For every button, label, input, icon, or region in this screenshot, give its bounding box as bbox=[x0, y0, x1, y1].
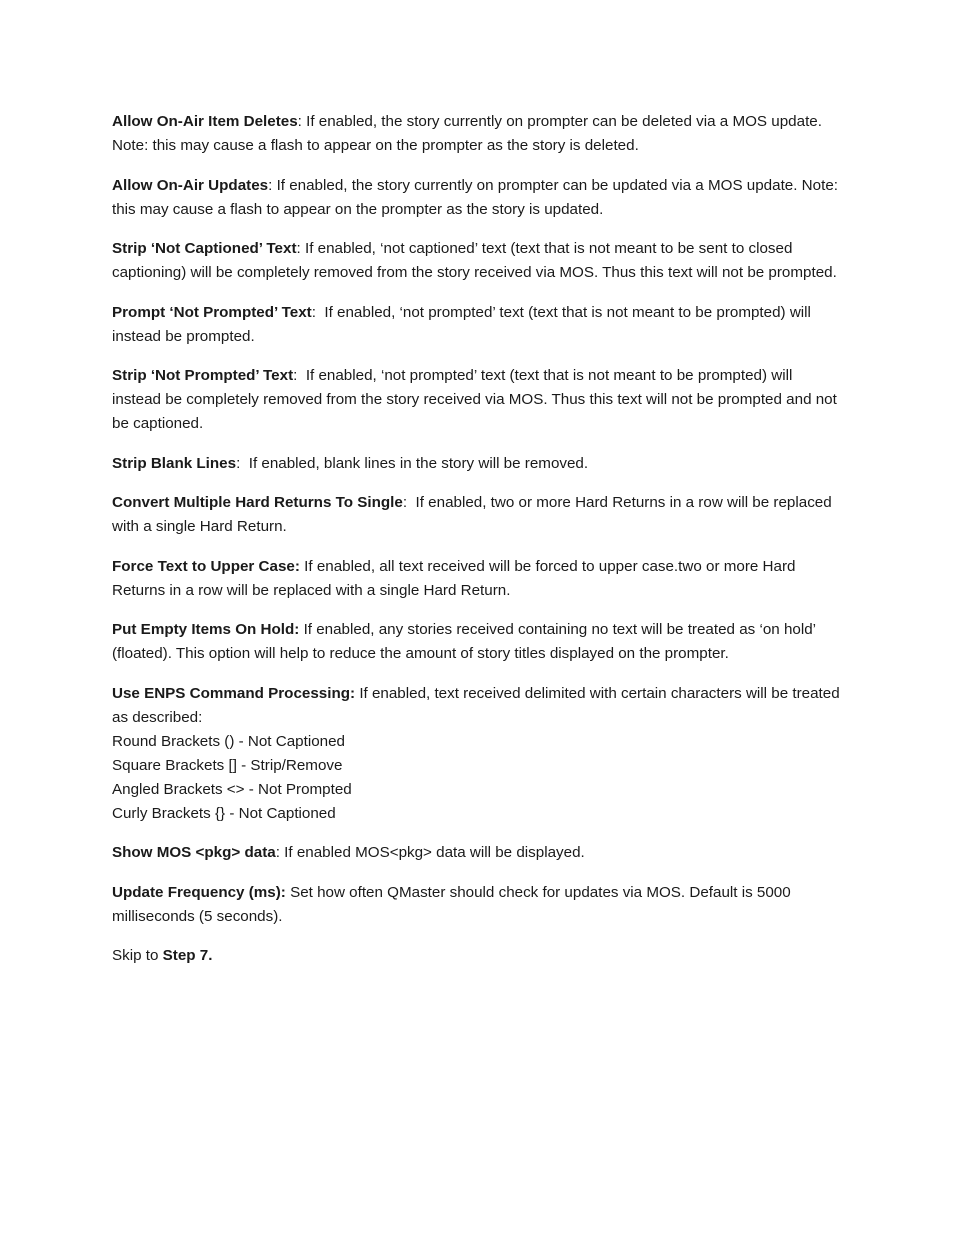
separator: : bbox=[293, 367, 306, 384]
description: If enabled, ‘not prompted’ text (text that is not meant to be prompted) will instead be completely removed from the story received via MOS. Thus this text will not be prompted and not be captioned. bbox=[112, 367, 837, 432]
term: Allow On-Air Updates bbox=[112, 176, 269, 194]
term: Strip ‘Not Captioned’ Text bbox=[112, 240, 297, 257]
paragraph-strip-not-prompted-text bbox=[112, 364, 842, 436]
enps-item-curly-brackets: Curly Brackets {} - Not Captioned bbox=[112, 804, 336, 822]
separator: : bbox=[268, 176, 277, 194]
paragraph-skip-to-step bbox=[112, 944, 842, 968]
term: Show MOS <pkg> data bbox=[112, 844, 276, 861]
term: Prompt ‘Not Prompted’ Text bbox=[112, 303, 312, 321]
paragraph-strip-blank-lines bbox=[112, 452, 842, 476]
enps-item-angled-brackets: Angled Brackets <> - Not Prompted bbox=[112, 780, 352, 798]
paragraph-allow-on-air-item-deletes bbox=[112, 110, 842, 158]
description: If enabled, ‘not captioned’ text (text that is not meant to be sent to closed captioning) will be completely removed from the story received via MOS. Thus this text will not be prompted. bbox=[112, 240, 837, 281]
enps-item-square-brackets: Square Brackets [] - Strip/Remove bbox=[112, 756, 343, 774]
enps-item-round-brackets: Round Brackets () - Not Captioned bbox=[112, 732, 345, 750]
paragraph-allow-on-air-updates bbox=[112, 174, 842, 222]
description: If enabled, text received delimited with certain characters will be treated as described: bbox=[112, 684, 840, 726]
term: Use ENPS Command Processing: bbox=[112, 684, 356, 702]
description: If enabled, the story currently on prompter can be updated via a MOS update. Note: this may cause a flash to appear on the prompter as the story is updated. bbox=[112, 176, 838, 218]
term: Put Empty Items On Hold: bbox=[112, 621, 300, 638]
paragraph-put-empty-items-on-hold bbox=[112, 618, 842, 666]
separator: : bbox=[402, 494, 416, 511]
paragraph-prompt-not-prompted-text bbox=[112, 301, 842, 349]
term: Strip Blank Lines bbox=[112, 454, 237, 472]
paragraph-enps-command-processing bbox=[112, 682, 842, 826]
paragraph-strip-not-captioned-text bbox=[112, 237, 842, 285]
description: If enabled, blank lines in the story will be removed. bbox=[248, 454, 589, 472]
separator: : bbox=[311, 303, 325, 321]
paragraph-convert-hard-returns bbox=[112, 491, 842, 539]
description: If enabled, any stories received containing no text will be treated as ‘on hold’ (floated). This option will help to reduce the amount of story titles displayed on the prompter. bbox=[112, 621, 816, 662]
separator: : bbox=[297, 113, 307, 130]
term: Allow On-Air Item Deletes bbox=[112, 113, 298, 130]
separator: : bbox=[296, 240, 305, 257]
description: If enabled, two or more Hard Returns in a row will be replaced with a single Hard Return. bbox=[112, 494, 832, 535]
paragraph-show-mos-pkg-data bbox=[112, 841, 842, 865]
paragraph-update-frequency bbox=[112, 881, 842, 929]
term: Strip ‘Not Prompted’ Text bbox=[112, 367, 294, 384]
description: If enabled, the story currently on prompter can be deleted via a MOS update. Note: this may cause a flash to appear on the prompter as the story is deleted. bbox=[112, 113, 822, 154]
description: If enabled MOS<pkg> data will be displayed. bbox=[284, 844, 585, 861]
term: Convert Multiple Hard Returns To Single bbox=[112, 494, 403, 511]
description: If enabled, all text received will be forced to upper case.two or more Hard Returns in a row will be replaced with a single Hard Return. bbox=[112, 557, 796, 599]
step-reference: Step 7. bbox=[162, 947, 213, 964]
term: Force Text to Upper Case: bbox=[112, 557, 300, 575]
skip-prefix: Skip to bbox=[112, 947, 163, 964]
term: Update Frequency (ms): bbox=[112, 883, 286, 901]
separator: : bbox=[236, 454, 249, 472]
separator: : bbox=[275, 844, 285, 861]
paragraph-force-upper-case bbox=[112, 555, 842, 603]
description: Set how often QMaster should check for updates via MOS. Default is 5000 milliseconds (5 seconds). bbox=[112, 883, 791, 925]
document-page bbox=[112, 110, 842, 984]
description: If enabled, ‘not prompted’ text (text that is not meant to be prompted) will instead be prompted. bbox=[112, 303, 811, 345]
